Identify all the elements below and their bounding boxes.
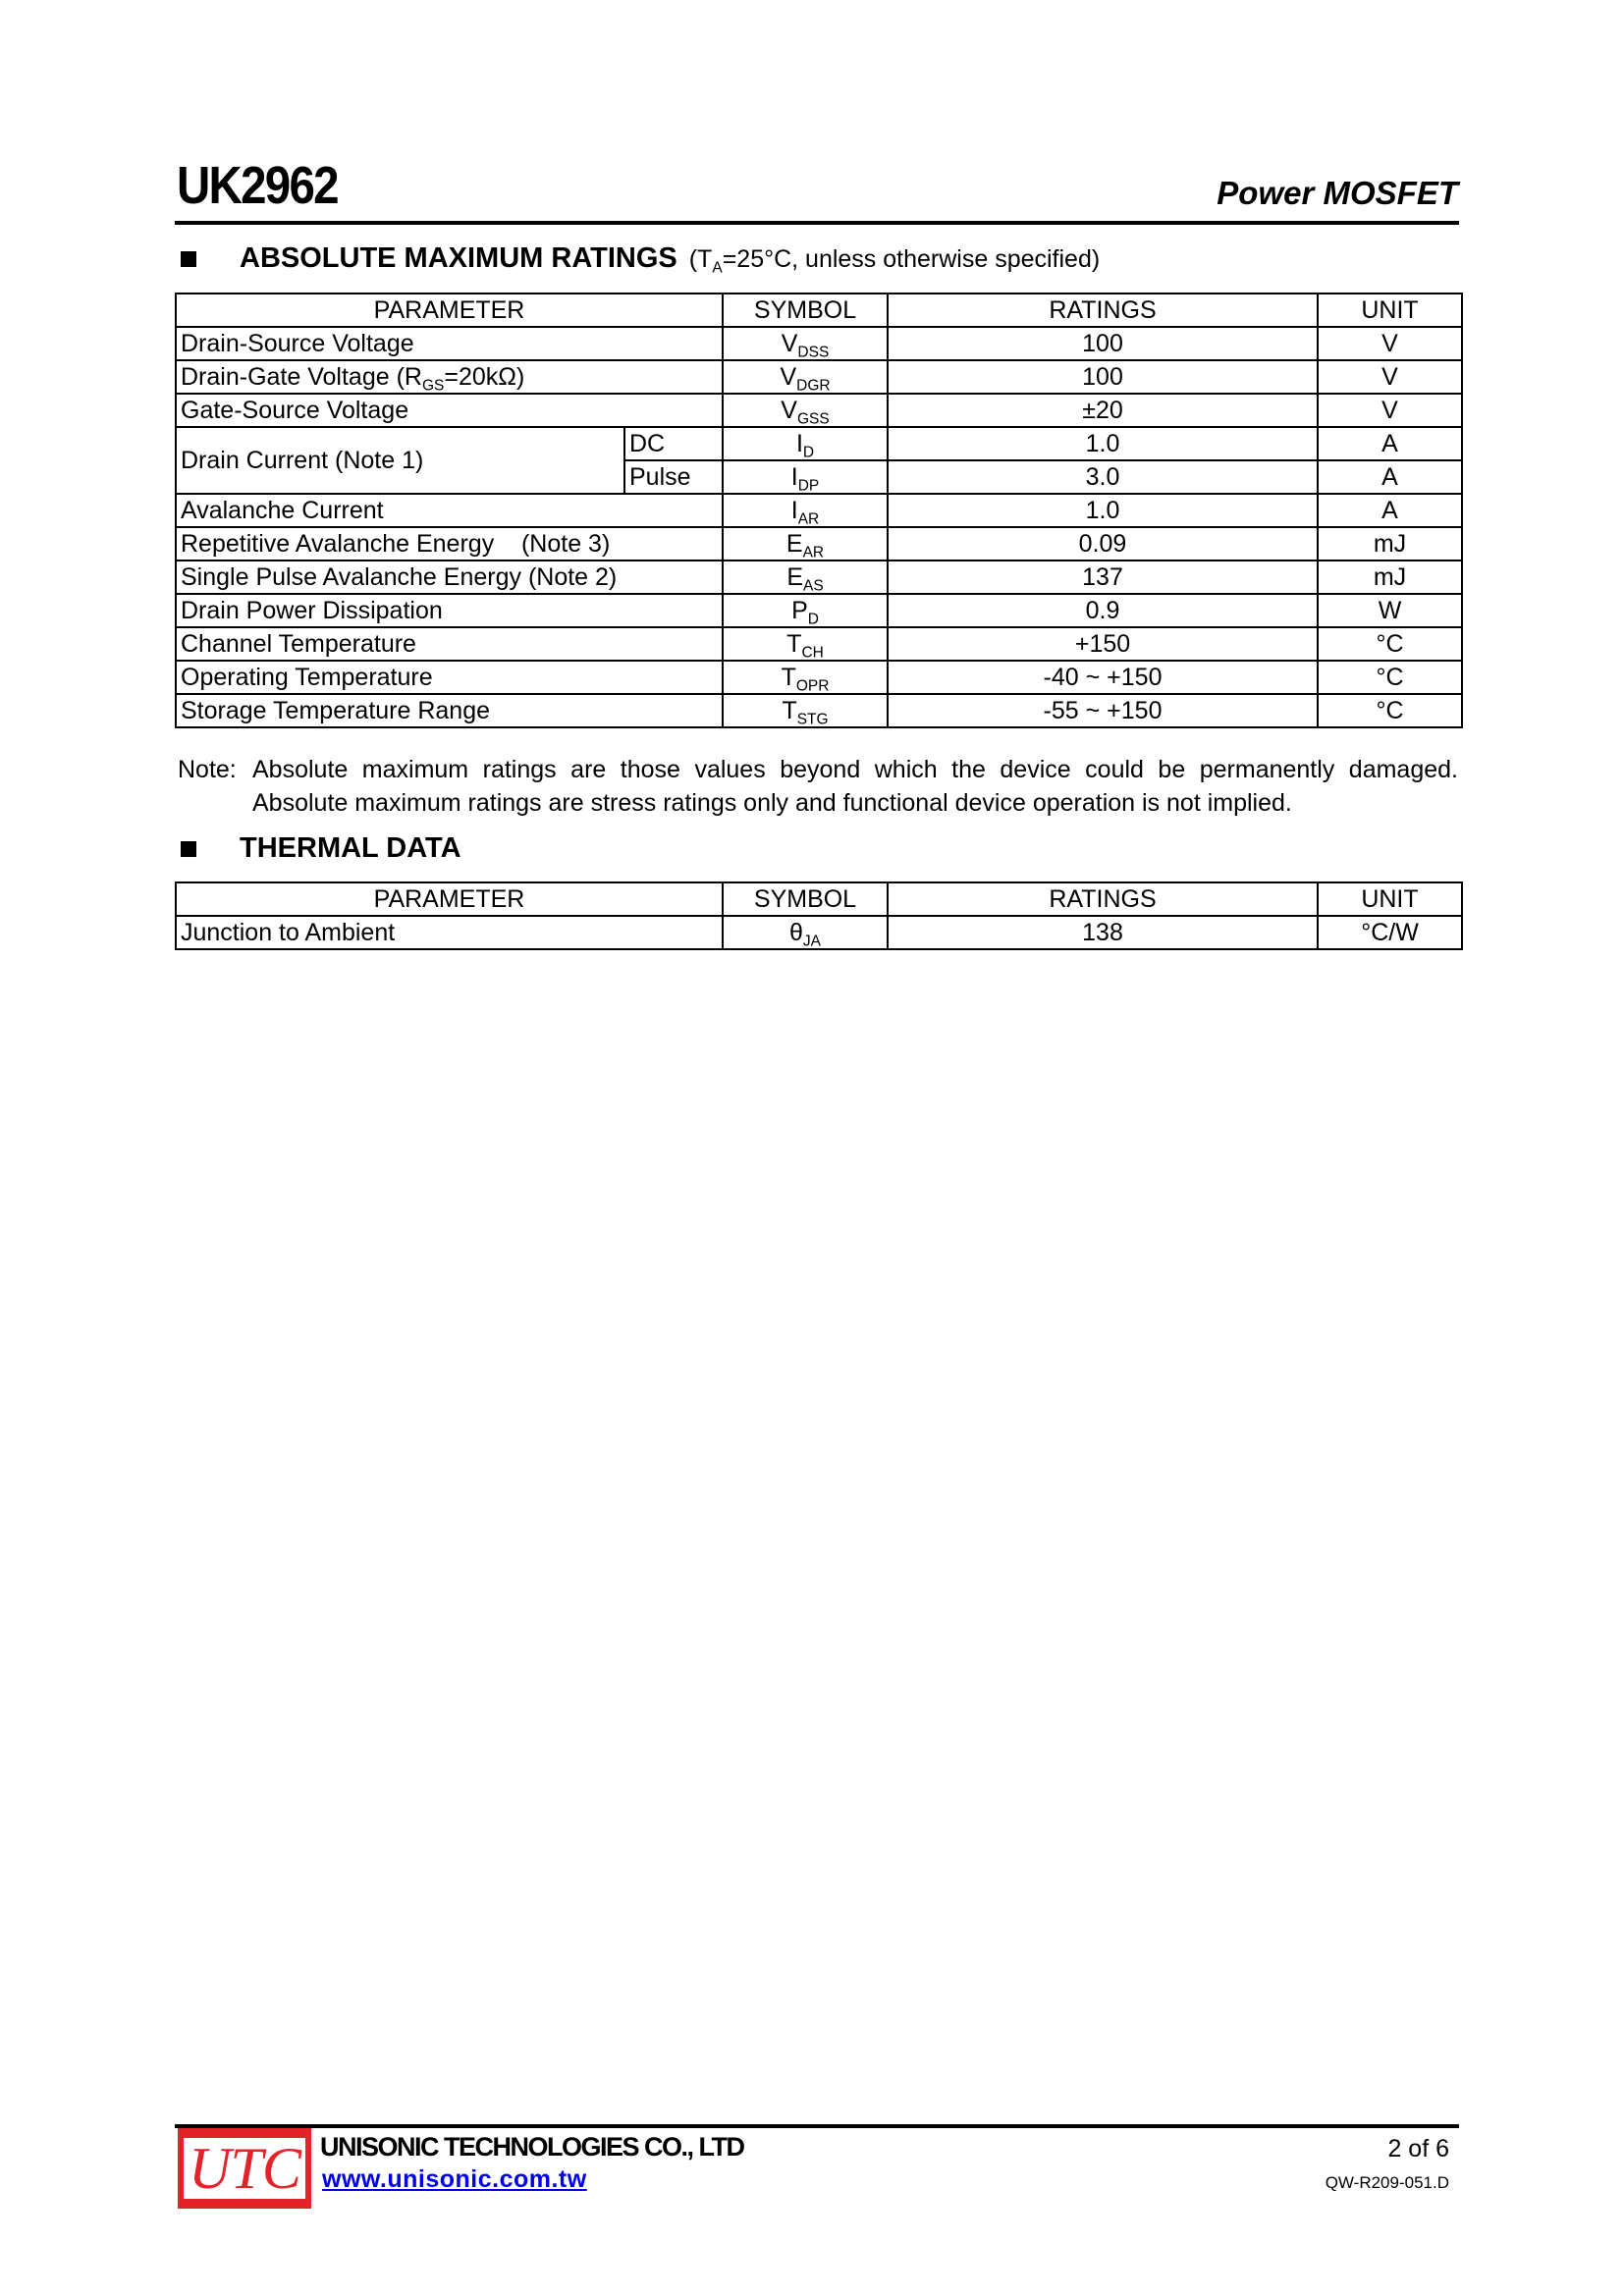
abs-max-note — [178, 753, 1458, 820]
table-row — [176, 627, 1462, 661]
rating-cell: 100 — [888, 327, 1318, 360]
unit-cell: V — [1318, 360, 1462, 394]
rating-cell: 3.0 — [888, 460, 1318, 494]
document-category: Power MOSFET — [1217, 175, 1458, 211]
param-cell: Drain-Gate Voltage $(R_{GS}=20k\Omega)$ — [176, 360, 723, 394]
rating-cell: 0.09 — [888, 527, 1318, 561]
part-number: UK2962 — [177, 156, 338, 215]
symbol-cell: $P_D$ — [723, 594, 888, 627]
symbol-cell: $I_{DP}$ — [723, 460, 888, 494]
col-header-unit: UNIT — [1318, 882, 1462, 916]
symbol-cell: $T_{CH}$ — [723, 627, 888, 661]
company-name: UNISONIC TECHNOLOGIES CO., LTD — [320, 2132, 744, 2162]
unit-cell: V — [1318, 327, 1462, 360]
symbol-cell: $V_{DGR}$ — [723, 360, 888, 394]
website-link[interactable]: www.unisonic.com.tw — [322, 2165, 587, 2193]
table-row — [176, 527, 1462, 561]
col-header-parameter: PARAMETER — [176, 294, 723, 327]
param-cell: Drain-Source Voltage — [176, 327, 723, 360]
unit-cell: mJ — [1318, 527, 1462, 561]
param-cell: Channel Temperature — [176, 627, 723, 661]
table-row — [176, 494, 1462, 527]
table-row — [176, 561, 1462, 594]
symbol-cell: $T_{STG}$ — [723, 694, 888, 727]
unit-cell: W — [1318, 594, 1462, 627]
param-cell: Gate-Source Voltage — [176, 394, 723, 427]
utc-logo — [178, 2128, 311, 2209]
abs-max-title: ABSOLUTE MAXIMUM RATINGS — [240, 242, 677, 274]
table-row — [176, 427, 1462, 460]
symbol-cell: $I_{AR}$ — [723, 494, 888, 527]
table-row — [176, 916, 1462, 949]
rating-cell: 100 — [888, 360, 1318, 394]
footer-divider — [175, 2124, 1459, 2128]
rating-cell: +150 — [888, 627, 1318, 661]
symbol-cell: $E_{AR}$ — [723, 527, 888, 561]
col-header-symbol: SYMBOL — [723, 882, 888, 916]
table-row — [176, 694, 1462, 727]
symbol-cell: $V_{DSS}$ — [723, 327, 888, 360]
param-cell: Drain Current (Note 1) — [176, 427, 624, 494]
table-header-row — [176, 294, 1462, 327]
param-cell: Repetitive Avalanche Energy (Note 3) — [176, 527, 723, 561]
col-header-ratings: RATINGS — [888, 294, 1318, 327]
bullet-icon — [181, 841, 196, 857]
rating-cell: 138 — [888, 916, 1318, 949]
symbol-cell: $T_{OPR}$ — [723, 661, 888, 694]
unit-cell: A — [1318, 494, 1462, 527]
param-cell: Storage Temperature Range — [176, 694, 723, 727]
col-header-unit: UNIT — [1318, 294, 1462, 327]
param-cell: Drain Power Dissipation — [176, 594, 723, 627]
table-header-row — [176, 882, 1462, 916]
thermal-table — [175, 881, 1463, 950]
condition-cell: DC — [624, 427, 723, 460]
unit-cell: °C — [1318, 694, 1462, 727]
abs-max-heading — [181, 242, 1100, 275]
unit-cell: °C — [1318, 627, 1462, 661]
col-header-parameter: PARAMETER — [176, 882, 723, 916]
rating-cell: 0.9 — [888, 594, 1318, 627]
symbol-cell: $\theta_{JA}$ — [723, 916, 888, 949]
document-code: QW-R209-051.D — [1325, 2173, 1449, 2192]
table-row — [176, 327, 1462, 360]
symbol-cell: $E_{AS}$ — [723, 561, 888, 594]
bullet-icon — [181, 251, 196, 267]
table-row — [176, 360, 1462, 394]
condition-cell: Pulse — [624, 460, 723, 494]
param-cell: Operating Temperature — [176, 661, 723, 694]
unit-cell: V — [1318, 394, 1462, 427]
abs-max-table — [175, 293, 1463, 728]
thermal-heading — [181, 832, 461, 865]
logo-text: UTC — [189, 2136, 300, 2201]
table-row — [176, 394, 1462, 427]
unit-cell: °C/W — [1318, 916, 1462, 949]
rating-cell: 137 — [888, 561, 1318, 594]
param-cell: Single Pulse Avalanche Energy (Note 2) — [176, 561, 723, 594]
rating-cell: -55 ~ +150 — [888, 694, 1318, 727]
thermal-title: THERMAL DATA — [240, 832, 461, 864]
col-header-symbol: SYMBOL — [723, 294, 888, 327]
param-cell: Avalanche Current — [176, 494, 723, 527]
unit-cell: A — [1318, 460, 1462, 494]
note-line-2: Absolute maximum ratings are stress ratings only and functional device operation is not implied. — [252, 789, 1292, 817]
symbol-cell: $V_{GSS}$ — [723, 394, 888, 427]
unit-cell: °C — [1318, 661, 1462, 694]
col-header-ratings: RATINGS — [888, 882, 1318, 916]
param-cell: Junction to Ambient — [176, 916, 723, 949]
rating-cell: ±20 — [888, 394, 1318, 427]
unit-cell: mJ — [1318, 561, 1462, 594]
rating-cell: 1.0 — [888, 494, 1318, 527]
unit-cell: A — [1318, 427, 1462, 460]
note-line-1: Absolute maximum ratings are those values beyond which the device could be permanently damaged. — [252, 756, 1458, 783]
table-row — [176, 594, 1462, 627]
table-row — [176, 661, 1462, 694]
abs-max-condition: ($T_A=25^\circ C$, unless otherwise specified) — [688, 245, 1101, 277]
rating-cell: -40 ~ +150 — [888, 661, 1318, 694]
header-divider — [175, 221, 1459, 225]
page-number: 2 of 6 — [1387, 2135, 1449, 2163]
rating-cell: 1.0 — [888, 427, 1318, 460]
note-label: Note: — [178, 756, 237, 783]
symbol-cell: $I_D$ — [723, 427, 888, 460]
